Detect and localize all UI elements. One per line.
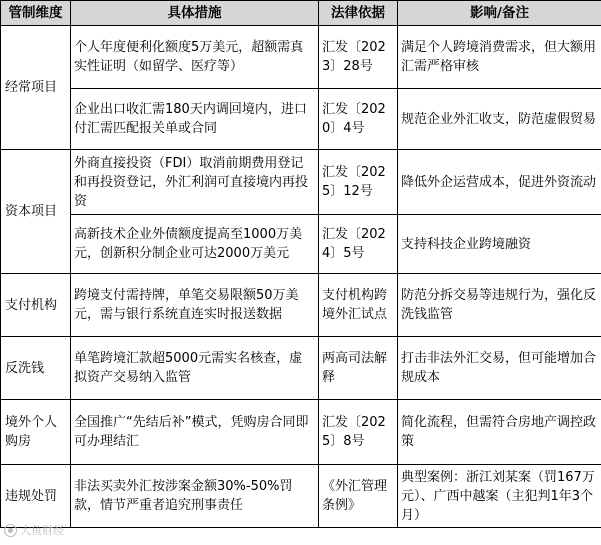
measure-cell: 单笔跨境汇款超5000元需实名核查，虚拟资产交易纳入监管 [71, 337, 319, 400]
measure-cell: 个人年度便利化额度5万美元，超额需真实性证明（如留学、医疗等） [71, 26, 319, 89]
impact-cell: 打击非法外汇交易，但可能增加合规成本 [398, 337, 601, 400]
table-header-row [1, 1, 601, 26]
basis-cell: 两高司法解释 [319, 337, 398, 400]
category-label: 资本项目 [5, 204, 58, 219]
header-legal-basis: 法律依据 [319, 1, 398, 26]
impact-cell: 满足个人跨境消费需求，但大额用汇需严格审核 [398, 26, 601, 89]
category-cell [1, 150, 71, 274]
table-row [1, 465, 601, 528]
table-row [1, 150, 601, 215]
basis-cell: 汇发〔2025〕12号 [319, 150, 398, 215]
impact-cell: 简化流程，但需符合房地产调控政策 [398, 400, 601, 465]
category-cell: 反洗钱 [1, 337, 71, 400]
basis-cell: 汇发〔2020〕4号 [319, 89, 398, 150]
category-cell: 支付机构 [1, 274, 71, 337]
header-dimension: 管制维度 [1, 1, 71, 26]
category-cell: 违规处罚 [1, 465, 71, 528]
basis-cell: 支付机构跨境外汇试点 [319, 274, 398, 337]
table-row [1, 400, 601, 465]
header-impact: 影响/备注 [398, 1, 601, 26]
measure-cell: 企业出口收汇需180天内调回境内，进口付汇需匹配报关单或合同 [71, 89, 319, 150]
measure-cell: 非法买卖外汇按涉案金额30%-50%罚款，情节严重者追究刑事责任 [71, 465, 319, 528]
impact-cell: 规范企业外汇收支，防范虚假贸易 [398, 89, 601, 150]
impact-cell: 防范分拆交易等违规行为，强化反洗钱监管 [398, 274, 601, 337]
impact-cell: 降低外企运营成本，促进外资流动 [398, 150, 601, 215]
impact-cell: 支持科技企业跨境融资 [398, 215, 601, 274]
table-row [1, 215, 601, 274]
category-cell [1, 26, 71, 150]
category-cell: 境外个人购房 [1, 400, 71, 465]
table-row [1, 26, 601, 89]
basis-cell: 《外汇管理条例》 [319, 465, 398, 528]
basis-cell: 汇发〔2024〕5号 [319, 215, 398, 274]
table-row [1, 274, 601, 337]
measure-cell: 全国推广“先结后补”模式，凭购房合同即可办理结汇 [71, 400, 319, 465]
measure-cell: 高新技术企业外债额度提高至1000万美元，创新积分制企业可达2000万美元 [71, 215, 319, 274]
table-row [1, 337, 601, 400]
measure-cell: 外商直接投资（FDI）取消前期费用登记和再投资登记，外汇利润可直接境内再投资 [71, 150, 319, 215]
header-measures: 具体措施 [71, 1, 319, 26]
basis-cell: 汇发〔2023〕28号 [319, 26, 398, 89]
watermark-text: 大鱼财经 [20, 524, 64, 537]
impact-cell: 典型案例：浙江刘某案（罚167万元）、广西中越案（主犯判1年3个月） [398, 465, 601, 528]
category-label: 经常项目 [5, 80, 58, 95]
table-row [1, 89, 601, 150]
basis-cell: 汇发〔2025〕8号 [319, 400, 398, 465]
measure-cell: 跨境支付需持牌，单笔交易限额50万美元，需与银行系统直连实时报送数据 [71, 274, 319, 337]
